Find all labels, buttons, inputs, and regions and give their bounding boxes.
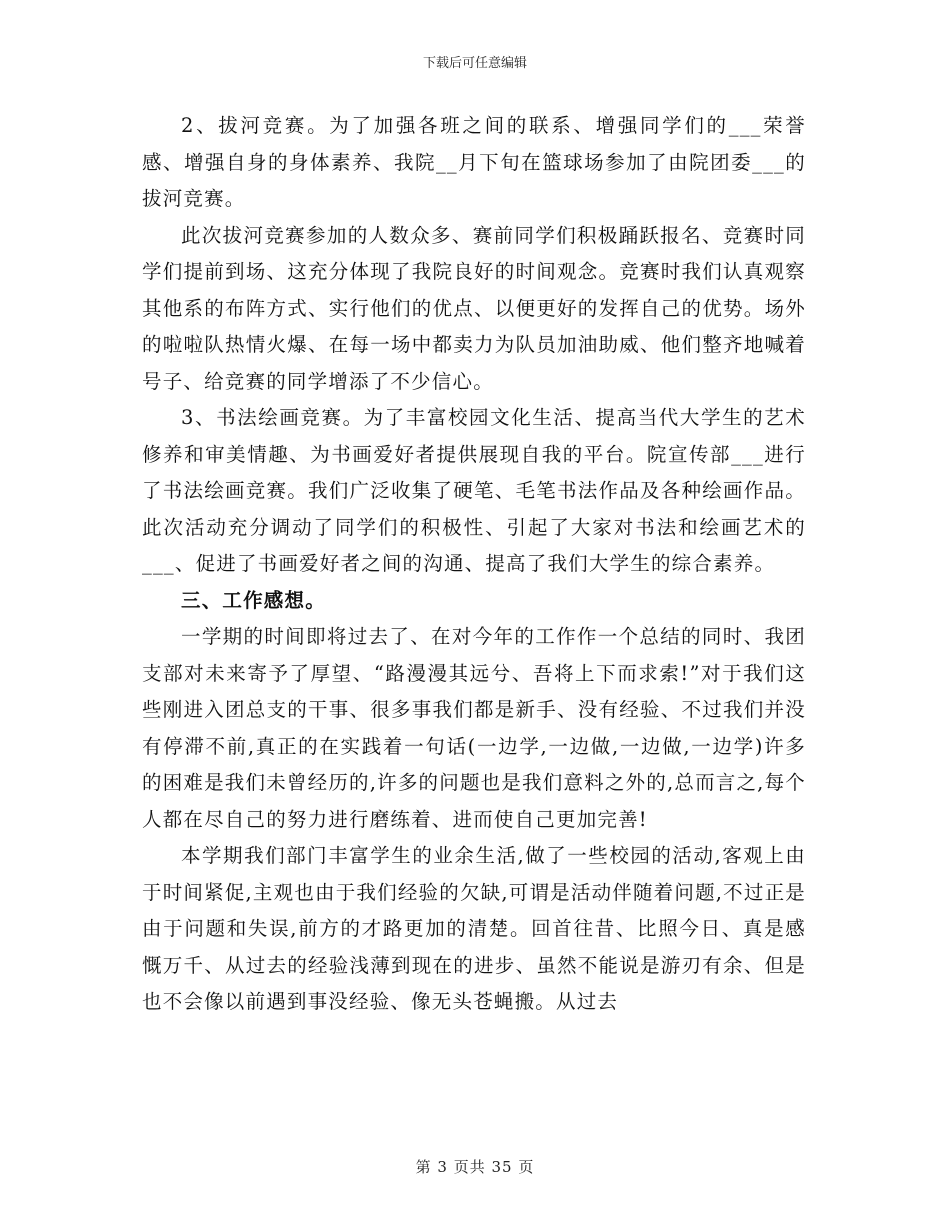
paragraph-semester-reflection: 一学期的时间即将过去了、在对今年的工作作一个总结的同时、我团支部对未来寄予了厚望、“路漫漫其远兮、吾将上下而求索!”对于我们这些刚进入团总支的干事、很多事我们都是新手、没有经验、不过我们并没有停滞不前,真正的在实践着一句话(一边学,一边做,一边做,一边学)许多的困难是我们未曾经历的,许多的问题也是我们意料之外的,总而言之,每个人都在尽自己的努力进行磨练着、进而使自己更加完善! — [142, 625, 806, 831]
section-heading-work-reflections: 三、工作感想。 — [181, 588, 326, 612]
paragraph-calligraphy-contest: 3、书法绘画竞赛。为了丰富校园文化生活、提高当代大学生的艺术修养和审美情趣、为书画爱好者提供展现自我的平台。院宣传部___进行了书法绘画竞赛。我们广泛收集了硬笔、毛笔书法作品及各种绘画作品。此次活动充分调动了同学们的积极性、引起了大家对书法和绘画艺术的___、促进了书画爱好者之间的沟通、提高了我们大学生的综合素养。 — [142, 406, 806, 575]
page-header: 下载后可任意编辑 — [422, 56, 527, 71]
document-body — [142, 108, 806, 1021]
paragraph-department-activities: 本学期我们部门丰富学生的业余生活,做了一些校园的活动,客观上由于时间紧促,主观也由于我们经验的欠缺,可谓是活动伴随着问题,不过正是由于问题和失误,前方的才路更加的清楚。回首往昔、比照今日、真是感慨万千、从过去的经验浅薄到现在的进步、虽然不能说是游刃有余、但是也不会像以前遇到事没经验、像无头苍蝇搬。从过去 — [142, 844, 806, 1013]
paragraph-tug-of-war: 2、拔河竞赛。为了加强各班之间的联系、增强同学们的___荣誉感、增强自身的身体素养、我院__月下旬在篮球场参加了由院团委___的拔河竞赛。 — [142, 114, 806, 210]
paragraph-tug-of-war-details: 此次拔河竞赛参加的人数众多、赛前同学们积极踊跃报名、竞赛时同学们提前到场、这充分体现了我院良好的时间观念。竞赛时我们认真观察其他系的布阵方式、实行他们的优点、以便更好的发挥自己的优势。场外的啦啦队热情火爆、在每一场中都卖力为队员加油助威、他们整齐地喊着号子、给竞赛的同学增添了不少信心。 — [142, 223, 806, 393]
page-number-footer: 第 3 页共 35 页 — [415, 1158, 535, 1176]
